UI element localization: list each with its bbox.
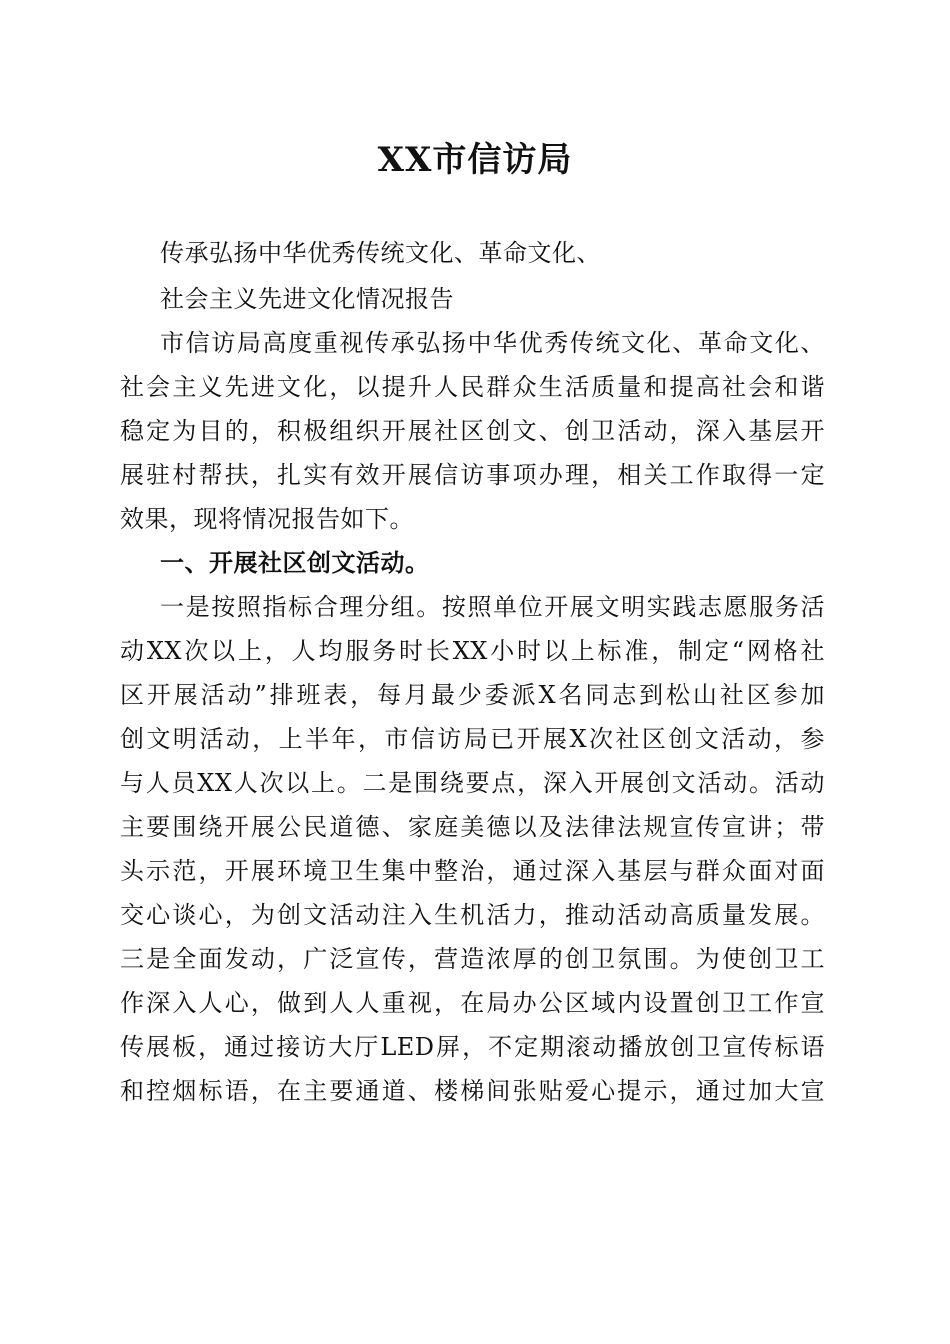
section-1-line: 动XX次以上，人均服务时长XX小时以上标准，制定“网格社	[120, 637, 825, 665]
intro-line: 效果，现将情况报告如下。	[120, 505, 414, 533]
intro-line: 市信访局高度重视传承弘扬中华优秀传统文化、革命文化、	[160, 329, 825, 357]
intro-line: 展驻村帮扶，扎实有效开展信访事项办理，相关工作取得一定	[120, 461, 825, 489]
section-1-line: 头示范，开展环境卫生集中整治，通过深入基层与群众面对面	[120, 857, 825, 885]
section-1-line: 交心谈心，为创文活动注入生机活力，推动活动高质量发展。	[120, 901, 825, 929]
subtitle-line-1: 传承弘扬中华优秀传统文化、革命文化、	[160, 239, 601, 267]
section-1-line: 和控烟标语，在主要通道、楼梯间张贴爱心提示，通过加大宣	[120, 1077, 825, 1105]
section-1-line: 创文明活动，上半年，市信访局已开展X次社区创文活动，参	[120, 725, 825, 753]
intro-line: 稳定为目的，积极组织开展社区创文、创卫活动，深入基层开	[120, 417, 825, 445]
subtitle-line-2: 社会主义先进文化情况报告	[160, 285, 454, 313]
document-title: XX市信访局	[377, 140, 573, 180]
intro-line: 社会主义先进文化，以提升人民群众生活质量和提高社会和谐	[120, 373, 825, 401]
section-1-line: 一是按照指标合理分组。按照单位开展文明实践志愿服务活	[160, 593, 825, 621]
section-1-line: 三是全面发动，广泛宣传，营造浓厚的创卫氛围。为使创卫工	[120, 945, 825, 973]
section-1-line: 主要围绕开展公民道德、家庭美德以及法律法规宣传宣讲；带	[120, 813, 825, 841]
section-1-heading: 一、开展社区创文活动。	[160, 548, 430, 577]
section-1-line: 区开展活动”排班表，每月最少委派X名同志到松山社区参加	[120, 681, 825, 709]
section-1-line: 传展板，通过接访大厅LED屏，不定期滚动播放创卫宣传标语	[120, 1033, 825, 1061]
section-1-line: 作深入人心，做到人人重视，在局办公区域内设置创卫工作宣	[120, 989, 825, 1017]
section-1-line: 与人员XX人次以上。二是围绕要点，深入开展创文活动。活动	[120, 769, 825, 797]
